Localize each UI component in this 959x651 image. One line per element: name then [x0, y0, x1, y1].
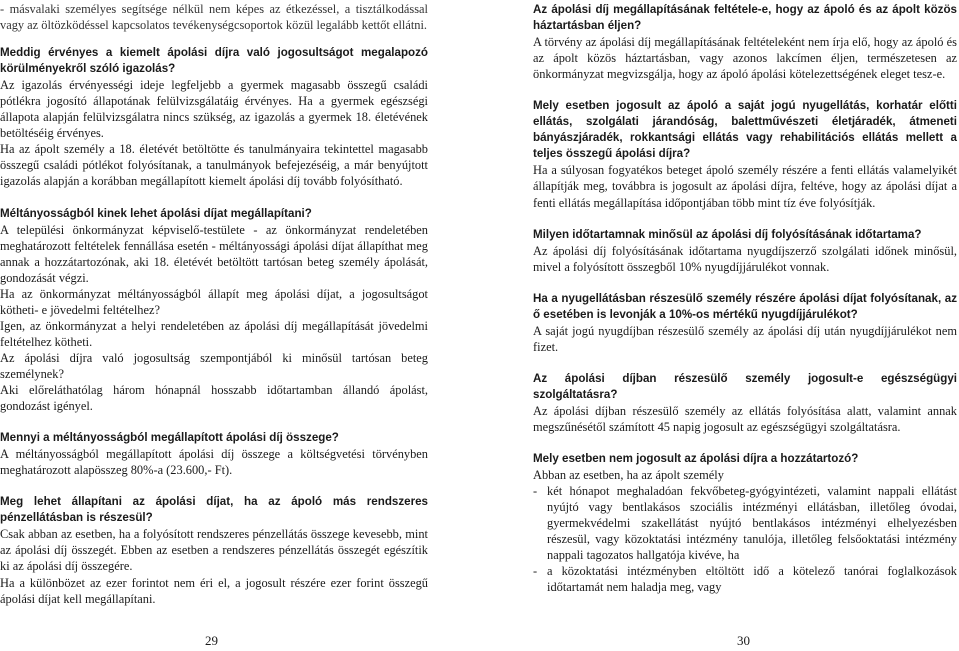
page-number: 29 [205, 633, 218, 648]
left-column [0, 1, 428, 607]
paragraph: Abban az esetben, ha az ápolt személy [533, 468, 724, 483]
list-item [533, 483, 957, 563]
list-item-text: a közoktatási intézményben eltöltött idő a kötelező tanórai foglalkozások időtartamát nem haladja meg, vagy [547, 564, 957, 595]
paragraph: Az igazolás érvényességi ideje legfeljebb a gyermek magasabb összegű családi pótlékra jogosító állapotának felülvizsgálatáig érvényes. Ha a gyermek egészségi állapota alapján felülvizsgálatra nincs szükség, az igazolás a gyermek 18. életévének betöltéséig érvényes. [0, 78, 428, 141]
list-item [533, 563, 957, 595]
paragraph: Igen, az önkormányzat a helyi rendeletében az ápolási díj megállapítását jövedelmi feltételhez kötheti. [0, 318, 428, 349]
page-29 [0, 0, 428, 651]
paragraph: Ha a súlyosan fogyatékos beteget ápoló személy részére a fenti ellátás valamelyikét állapítják meg, továbbra is jogosult az ápolási díjra, feltéve, hogy az ápolási díjat a fenti ellátás megállapítása időpontjában több mint tíz éve folyósítják. [533, 163, 957, 210]
intro-list-item: - másvalaki személyes segítsége nélkül nem képes az étkezéssel, a tisztálkodással vagy az öltözködéssel kapcsolatos tevékenységcsoportok közül legalább kettőt ellátni. [0, 2, 428, 33]
paragraph: Ha az ápolt személy a 18. életévét betöltötte és tanulmányaira tekintettel magasabb összegű családi pótlékot folyósítanak, a tanulmányok befejezéséig, a már benyújtott igazolás alapján a korábban megállapított kiemelt ápolási díj tovább folyósítható. [0, 142, 428, 189]
section-heading: Mennyi a méltányosságból megállapított ápolási díj összege? [0, 431, 339, 445]
section-heading: Méltányosságból kinek lehet ápolási díjat megállapítani? [0, 206, 312, 220]
dash-bullet: - [533, 484, 538, 499]
paragraph: A saját jogú nyugdíjban részesülő személy az ápolási díj után nyugdíjjárulékot nem fizet. [533, 323, 957, 354]
paragraph: Ha a különbözet az ezer forintot nem éri el, a jogosult részére ezer forint összegű ápolási díjat kell megállapítani. [0, 575, 428, 606]
paragraph: A települési önkormányzat képviselő-testülete - az önkormányzat rendeletében meghatározott feltételek fennállása esetén - méltányossági ápolási díjat állapíthat meg annak a hozzátartozónak, aki 18. életévét betöltött tartósan beteg személy ápolását, gondozását végzi. [0, 222, 428, 285]
paragraph: A méltányosságból megállapított ápolási díj összege a költségvetési törvényben meghatározott alapösszeg 80%-a (23.600,- Ft). [0, 447, 428, 478]
right-column [533, 2, 957, 596]
section-heading: Mely esetben jogosult az ápoló a saját jogú nyugellátás, korhatár előtti ellátás, szolgálati járandóság, balettművészeti életjáradék, átmeneti bányászjáradék, rokkantsági ellátás vagy rehabilitációs ellátás mellett a teljes összegű ápolási díjra? [533, 99, 957, 161]
paragraph: Aki előreláthatólag három hónapnál hosszabb időtartamban állandó ápolást, gondozást igényel. [0, 383, 428, 414]
paragraph: Az ápolási díjban részesülő személy az ellátás folyósítása alatt, valamint annak megszűnésétől számított 45 napig jogosult az egészségügyi szolgáltatásra. [533, 403, 957, 435]
section-heading: Mely esetben nem jogosult az ápolási díjra a hozzátartozó? [533, 452, 859, 466]
dash-bullet: - [533, 564, 538, 579]
section-heading: Meg lehet állapítani az ápolási díjat, ha az ápoló más rendszeres pénzellátásban is részesül? [0, 495, 428, 525]
page-number: 30 [737, 633, 750, 648]
paragraph: Ha az önkormányzat méltányosságból állapít meg ápolási díjat, a jogosultságot kötheti- e jövedelmi feltételhez? [0, 286, 428, 317]
section-heading: Az ápolási díjban részesülő személy jogosult-e egészségügyi szolgáltatásra? [533, 371, 957, 401]
section-heading: Milyen időtartamnak minősül az ápolási díj folyósításának időtartama? [533, 227, 922, 241]
section-heading: Ha a nyugellátásban részesülő személy részére ápolási díjat folyósítanak, az ő esetében is levonják a 10%-os mértékű nyugdíjjárulékot? [533, 291, 957, 321]
paragraph: A törvény az ápolási díj megállapításának feltételeként nem írja elő, hogy az ápoló és az ápolt közös háztartásban, vagy azonos lakcímen éljen, természetesen az önkormányzat megvizsgálja, hogy az ápoló ápolási kötelezettségének eleget tesz-e. [533, 35, 957, 82]
section-heading: Meddig érvényes a kiemelt ápolási díjra való jogosultságot megalapozó körülményekről szóló igazolás? [0, 46, 428, 76]
list-item-text: két hónapot meghaladóan fekvőbeteg-gyógyintézeti, valamint nappali ellátást nyújtó vagy bentlakásos szociális intézményi ellátásban, illetőleg óvodai, gyermekvédelmi szakellátást nyújtó bentlakásos intézményi elhelyezésben részesül, vagy közoktatási intézmény tanulója, illetőleg felsőoktatási intézmény nappali tagozatos hallgatója kivéve, ha [547, 484, 957, 563]
paragraph: Az ápolási díjra való jogosultság szempontjából ki minősül tartósan beteg személynek? [0, 350, 428, 381]
section-heading: Az ápolási díj megállapításának feltétele-e, hogy az ápoló és az ápolt közös háztartásban éljen? [533, 3, 957, 33]
paragraph: Az ápolási díj folyósításának időtartama nyugdíjszerző szolgálati időnek minősül, mivel a folyósított összegből 10% nyugdíjjárulékot vonnak. [533, 243, 957, 274]
paragraph: Csak abban az esetben, ha a folyósított rendszeres pénzellátás összege kevesebb, mint az ápolási díj összegét. Ebben az esetben a rendszeres pénzellátás összegét egészítik ki az ápolási díj összegére. [0, 527, 428, 574]
page-30 [533, 0, 957, 651]
